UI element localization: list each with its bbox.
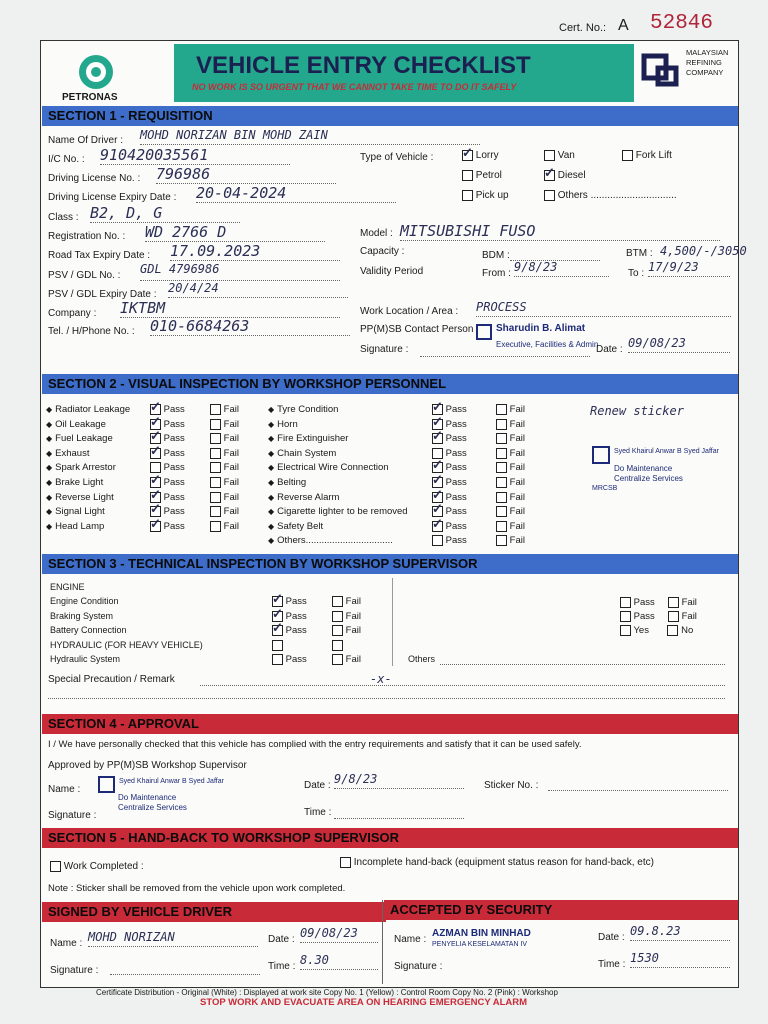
ic-label: I/C No. : [48, 154, 85, 165]
mrcsb-stamp-icon [476, 324, 492, 340]
signature-label-s1: Signature : [360, 344, 409, 355]
lorry-checkbox[interactable] [462, 150, 473, 161]
from-field[interactable]: 9/8/23 [514, 260, 609, 277]
inspection-item-label: ◆ Chain System [268, 447, 337, 459]
btm-label: BTM : [626, 248, 653, 259]
forklift-checkbox[interactable] [622, 150, 633, 161]
technical-item-label: Engine Condition [50, 596, 119, 606]
driver-label: Name Of Driver : [48, 135, 124, 146]
special-line-2 [48, 692, 725, 699]
inspection-row: ◆ Tyre Condition ✓ Pass Fail [268, 404, 538, 418]
right-yes[interactable] [620, 625, 631, 636]
roadtax-field[interactable]: 17.09.2023 [170, 242, 340, 261]
form-title: VEHICLE ENTRY CHECKLIST [196, 52, 531, 79]
pass-checkbox[interactable] [432, 535, 443, 546]
reg-label: Registration No. : [48, 231, 126, 242]
fail-checkbox[interactable] [496, 506, 507, 517]
section5-header: SECTION 5 - HAND-BACK TO WORKSHOP SUPERVISOR [42, 828, 738, 848]
technical-item-label: Battery Connection [50, 625, 127, 636]
fail-checkbox[interactable] [496, 404, 507, 415]
bdm-label: BDM : [482, 250, 510, 261]
right-fail-2[interactable] [668, 611, 679, 622]
distribution-note: Certificate Distribution - Original (White) : Displayed at work site Copy No. 1 (Yellow) : Control Room Copy No. 2 (Pink) : Workshop [96, 988, 558, 997]
fail-checkbox[interactable] [496, 492, 507, 503]
psv-exp-label: PSV / GDL Expiry Date : [48, 289, 157, 300]
driver-time-field[interactable]: 8.30 [300, 953, 378, 970]
petronas-text: PETRONAS [62, 92, 118, 103]
inspection-row: ◆ Fire Extinguisher ✓ Pass Fail [268, 433, 538, 447]
fail-checkbox[interactable] [496, 419, 507, 430]
right-fail-1[interactable] [668, 597, 679, 608]
mrcsb-stamp-icon [592, 446, 610, 464]
license-field[interactable]: 796986 [156, 165, 336, 184]
cert-number: 52846 [650, 12, 714, 35]
driver-time-label: Time : [268, 961, 296, 972]
section1-header: SECTION 1 - REQUISITION [42, 106, 738, 126]
technical-row: Battery Connection ✓ Pass Fail [50, 625, 390, 639]
date-label-s1: Date : [596, 344, 623, 355]
class-field[interactable]: B2, D, G [90, 204, 240, 223]
capacity-label: Capacity : [360, 246, 405, 257]
inspection-row: ◆ Radiator Leakage ✓ Pass Fail [46, 404, 266, 418]
section3-divider [392, 578, 393, 666]
class-label: Class : [48, 212, 79, 223]
inspection-item-label: ◆ Belting [268, 477, 307, 488]
validity-label: Validity Period [360, 266, 424, 277]
btm-field[interactable]: 4,500/-/3050 [660, 244, 747, 258]
inspection-row: ◆ Exhaust ✓ Pass Fail [46, 448, 266, 462]
sticker-field[interactable] [548, 782, 728, 791]
security-time-label: Time : [598, 959, 626, 970]
inspection-item-label: ◆ Tyre Condition [268, 404, 339, 415]
driver-name-bottom[interactable]: MOHD NORIZAN [88, 930, 258, 947]
inspection-row: ◆ Safety Belt ✓ Pass Fail [268, 521, 538, 535]
section3-header: SECTION 3 - TECHNICAL INSPECTION BY WORKSHOP SUPERVISOR [42, 554, 738, 574]
petronas-logo [44, 44, 174, 104]
fail-checkbox[interactable] [496, 477, 507, 488]
fail-checkbox[interactable] [496, 448, 507, 459]
security-header: ACCEPTED BY SECURITY [384, 900, 738, 920]
inspection-item-label: ◆ Signal Light [46, 506, 105, 518]
work-completed-option[interactable]: Work Completed : [50, 861, 144, 872]
technical-item-label: HYDRAULIC (FOR HEAVY VEHICLE) [50, 639, 203, 650]
fail-checkbox[interactable] [210, 448, 221, 459]
to-field[interactable]: 17/9/23 [648, 260, 730, 277]
ic-field[interactable]: 910420035561 [100, 146, 290, 165]
fail-checkbox[interactable] [210, 419, 221, 430]
tel-label: Tel. / H/Phone No. : [48, 326, 135, 337]
reg-field[interactable]: WD 2766 D [145, 223, 325, 242]
inspection-row: ◆ Others................................. Pass Fail [268, 535, 525, 547]
approval-statement: I / We have personally checked that this vehicle has complied with the entry requirements and satisfy that it can be used safely. [48, 739, 582, 750]
work-completed-checkbox[interactable] [50, 861, 61, 872]
time-field-s4[interactable] [334, 810, 464, 819]
pass-checkbox[interactable] [432, 433, 443, 444]
technical-row: Engine Condition ✓ Pass Fail [50, 596, 390, 610]
fail-checkbox[interactable] [332, 654, 343, 665]
security-time-field[interactable]: 1530 [630, 951, 730, 968]
mrcsb-stamp-icon [98, 776, 115, 793]
psv-field[interactable]: GDL 4796986 [140, 262, 340, 281]
security-stamp-line: PENYELIA KESELAMATAN IV [432, 941, 528, 948]
others-checkbox[interactable] [544, 190, 555, 201]
hydraulic-checkbox-a[interactable] [272, 640, 283, 651]
inspection-item-label: ◆ Exhaust [46, 447, 90, 459]
title-banner [174, 44, 634, 102]
right-pass-1[interactable] [620, 597, 631, 608]
inspection-row: ◆ Spark Arrestor Pass Fail [46, 462, 239, 474]
security-signature-label: Signature : [394, 961, 443, 972]
psv-label: PSV / GDL No. : [48, 270, 121, 281]
pass-checkbox[interactable] [150, 448, 161, 459]
inspection-row: ◆ Belting ✓ Pass Fail [268, 477, 538, 491]
right-no[interactable] [667, 625, 678, 636]
driver-signoff-header: SIGNED BY VEHICLE DRIVER [42, 902, 386, 922]
diesel-checkbox[interactable] [544, 170, 555, 181]
inspection-item-label: ◆ Others................................. [268, 535, 393, 547]
time-label-s4: Time : [304, 807, 332, 818]
driver-signature-field[interactable] [110, 966, 260, 975]
work-loc-field[interactable]: PROCESS [476, 300, 731, 317]
inspection-item-label: ◆ Brake Light [46, 477, 104, 488]
inspection-row: ◆ Signal Light ✓ Pass Fail [46, 506, 266, 520]
to-label: To : [628, 268, 645, 279]
inspection-row: ◆ Brake Light ✓ Pass Fail [46, 477, 266, 491]
vehicle-type-van[interactable]: Van [544, 150, 575, 161]
fail-checkbox[interactable] [210, 462, 221, 473]
approved-label: Approved by PP(M)SB Workshop Supervisor [48, 760, 247, 771]
inspection-item-label: ◆ Safety Belt [268, 520, 324, 532]
fail-checkbox[interactable] [496, 433, 507, 444]
cert-prefix: A [618, 17, 629, 34]
special-label: Special Precaution / Remark [48, 674, 175, 685]
mrc-emblem-icon [640, 48, 684, 88]
fail-checkbox[interactable] [210, 433, 221, 444]
inspection-item-label: ◆ Oil Leakage [46, 418, 106, 430]
psv-exp-field[interactable]: 20/4/24 [168, 281, 348, 298]
driver-signature-label: Signature : [50, 965, 99, 976]
security-name-label: Name : [394, 934, 427, 945]
technical-row: Hydraulic System Pass Fail [50, 654, 361, 666]
van-checkbox[interactable] [544, 150, 555, 161]
inspection-row: ◆ Fuel Leakage ✓ Pass Fail [46, 433, 266, 447]
technical-item-label: Hydraulic System [50, 654, 121, 665]
license-exp-field[interactable]: 20-04-2024 [196, 184, 396, 203]
license-label: Driving License No. : [48, 173, 141, 184]
pass-checkbox[interactable] [150, 521, 161, 532]
engine-heading: ENGINE [50, 582, 85, 592]
inspection-row: ◆ Oil Leakage ✓ Pass Fail [46, 419, 266, 433]
inspection-item-label: ◆ Radiator Leakage [46, 404, 131, 415]
special-value: -x- [370, 672, 392, 686]
special-field[interactable] [200, 676, 725, 686]
fail-checkbox[interactable] [210, 521, 221, 532]
fail-checkbox[interactable] [210, 477, 221, 488]
mrc-text: MALAYSIAN REFINING COMPANY [686, 48, 729, 77]
name-label-s4: Name : [48, 784, 81, 795]
fail-checkbox[interactable] [496, 535, 507, 546]
fail-checkbox[interactable] [496, 521, 507, 532]
roadtax-label: Road Tax Expiry Date : [48, 250, 151, 261]
inspection-item-label: ◆ Horn [268, 418, 298, 430]
section2-remark: Renew sticker [590, 404, 684, 418]
section2-header: SECTION 2 - VISUAL INSPECTION BY WORKSHOP PERSONNEL [42, 374, 738, 394]
inspection-item-label: ◆ Electrical Wire Connection [268, 462, 389, 474]
technical-item-label: Braking System [50, 610, 114, 621]
inspection-item-label: ◆ Reverse Light [46, 491, 114, 503]
from-label: From : [482, 268, 511, 279]
inspection-row: ◆ Head Lamp ✓ Pass Fail [46, 521, 266, 535]
company-label: Company : [48, 308, 97, 319]
petrol-checkbox[interactable] [462, 170, 473, 181]
security-date-field[interactable]: 09.8.23 [630, 924, 730, 941]
incomplete-checkbox[interactable] [340, 857, 351, 868]
driver-name-label-bottom: Name : [50, 938, 83, 949]
inspection-row: ◆ Horn ✓ Pass Fail [268, 419, 538, 433]
incomplete-option[interactable]: Incomplete hand-back (equipment status reason for hand-back, etc) [340, 857, 654, 868]
inspection-item-label: ◆ Reverse Alarm [268, 491, 340, 503]
pickup-checkbox[interactable] [462, 190, 473, 201]
form-subtitle: NO WORK IS SO URGENT THAT WE CANNOT TAKE TIME TO DO IT SAFELY [192, 82, 517, 92]
fail-checkbox[interactable] [332, 596, 343, 607]
vehicle-type-others[interactable]: Others ............................... [544, 190, 677, 201]
driver-name-field[interactable]: MOHD NORIZAN BIN MOHD ZAIN [140, 128, 480, 145]
hydraulic-checkbox-b[interactable] [332, 640, 343, 651]
fail-checkbox[interactable] [332, 625, 343, 636]
mrc-logo [640, 48, 735, 100]
sticker-label: Sticker No. : [484, 780, 539, 791]
contact-stamp: Sharudin B. Alimat Executive, Facilities & Admin [476, 324, 626, 350]
sticker-note: Note : Sticker shall be removed from the vehicle upon work completed. [48, 883, 346, 894]
fail-checkbox[interactable] [496, 462, 507, 473]
date-field-s1[interactable]: 09/08/23 [628, 336, 730, 353]
inspection-row: ◆ Reverse Light ✓ Pass Fail [46, 492, 266, 506]
work-loc-label: Work Location / Area : [360, 306, 459, 317]
signoff-divider [382, 900, 383, 984]
model-field[interactable]: MITSUBISHI FUSO [400, 222, 720, 241]
fail-checkbox[interactable] [332, 611, 343, 622]
vehicle-type-forklift[interactable]: Fork Lift [622, 150, 672, 161]
inspection-item-label: ◆ Spark Arrestor [46, 462, 116, 474]
inspection-row: ◆ Reverse Alarm ✓ Pass Fail [268, 492, 538, 506]
others-field-s3[interactable] [440, 656, 725, 665]
fail-checkbox[interactable] [210, 492, 221, 503]
inspection-row: ◆ Chain System Pass Fail [268, 447, 525, 459]
inspection-item-label: ◆ Head Lamp [46, 520, 105, 532]
technical-row: Braking System ✓ Pass Fail [50, 611, 390, 625]
section2-stamp: Syed Khairul Anwar B Syed Jaffar Do Maintenance Centralize Services MRCSB [592, 448, 719, 492]
license-exp-label: Driving License Expiry Date : [48, 192, 177, 203]
emergency-alarm-note: STOP WORK AND EVACUATE AREA ON HEARING EMERGENCY ALARM [200, 997, 528, 1008]
pass-checkbox[interactable] [272, 654, 283, 665]
inspection-item-label: ◆ Cigarette lighter to be removed [268, 506, 408, 518]
pass-checkbox[interactable] [432, 521, 443, 532]
company-field[interactable]: IKTBM [120, 299, 340, 318]
fail-checkbox[interactable] [210, 404, 221, 415]
model-label: Model : [360, 228, 393, 239]
date-label-s4: Date : [304, 780, 331, 791]
fuel-diesel[interactable]: ✓ Diesel [544, 170, 586, 181]
driver-date-field[interactable]: 09/08/23 [300, 926, 378, 943]
cert-label: Cert. No.: [559, 22, 607, 34]
ppm-label: PP(M)SB Contact Person : [360, 324, 479, 335]
pass-checkbox[interactable] [272, 625, 283, 636]
driver-date-label: Date : [268, 934, 295, 945]
vehicle-type-pickup[interactable]: Pick up [462, 190, 509, 201]
right-pass-2[interactable] [620, 611, 631, 622]
security-date-label: Date : [598, 932, 625, 943]
others-label-s3: Others [408, 654, 436, 664]
fuel-petrol[interactable]: Petrol [462, 170, 502, 181]
inspection-item-label: ◆ Fuel Leakage [46, 433, 113, 445]
inspection-item-label: ◆ Fire Extinguisher [268, 433, 349, 445]
section3-right-checks: Pass Fail Pass Fail Yes No [620, 596, 697, 638]
inspection-row: ◆ Electrical Wire Connection ✓ Pass Fail [268, 462, 538, 476]
section4-header: SECTION 4 - APPROVAL [42, 714, 738, 734]
vehicle-type-lorry[interactable]: ✓ Lorry [462, 150, 499, 161]
vehicle-type-label: Type of Vehicle : [360, 152, 434, 163]
security-name[interactable]: AZMAN BIN MINHAD [432, 928, 531, 939]
date-field-s4[interactable]: 9/8/23 [334, 772, 464, 789]
signature-field-s1[interactable] [420, 344, 590, 357]
signature-label-s4: Signature : [48, 810, 97, 821]
approval-stamp: Syed Khairul Anwar B Syed Jaffar Do Maintenance Centralize Services [98, 776, 268, 813]
tel-field[interactable]: 010-6684263 [150, 317, 350, 336]
technical-row [50, 640, 390, 654]
inspection-row: ◆ Cigarette lighter to be removed ✓ Pass Fail [268, 506, 538, 520]
fail-checkbox[interactable] [210, 506, 221, 517]
